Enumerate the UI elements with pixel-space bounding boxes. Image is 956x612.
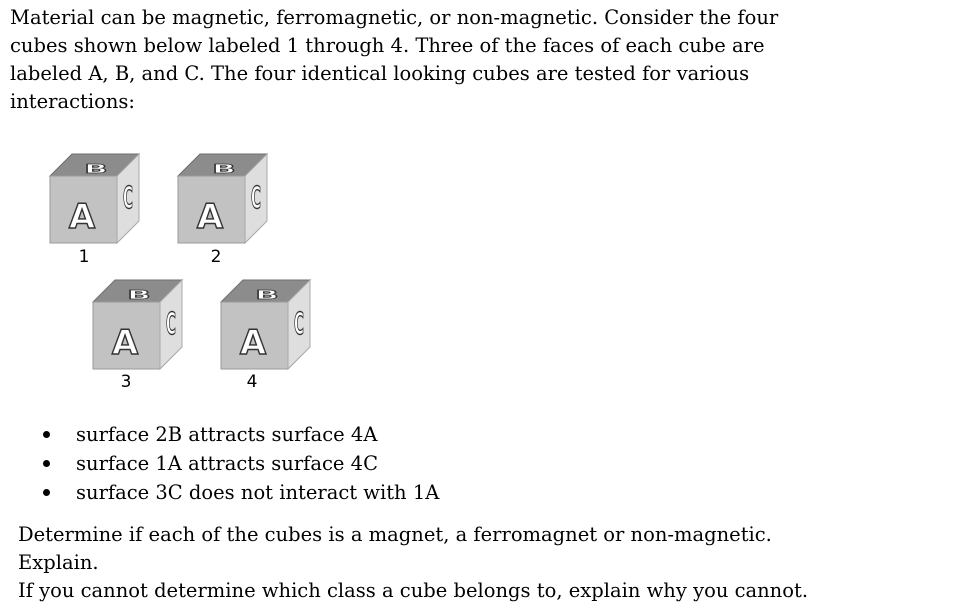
cube-2 <box>178 154 267 267</box>
cube-front-letter: A <box>68 197 96 237</box>
question-line: If you cannot determine which class a cube belongs to, explain why you cannot. <box>18 579 809 602</box>
observation-text: surface 1A attracts surface 4C <box>76 452 379 475</box>
intro-line: cubes shown below labeled 1 through 4. Three of the faces of each cube are <box>10 34 765 57</box>
cube-side-letter: C <box>294 306 304 342</box>
list-item <box>40 478 439 507</box>
intro-paragraph <box>10 4 910 116</box>
question-line: Determine if each of the cubes is a magnet, a ferromagnet or non-magnetic. <box>18 523 772 546</box>
cube-number: 1 <box>78 247 90 267</box>
cube-front-letter: A <box>111 323 139 363</box>
cube-top-letter: B <box>255 287 279 303</box>
question-line: Explain. <box>18 551 99 574</box>
cube-top-letter: B <box>84 161 108 177</box>
bullet-icon <box>43 460 50 467</box>
intro-line: labeled A, B, and C. The four identical looking cubes are tested for various <box>10 62 750 85</box>
cube-front-letter: A <box>196 197 224 237</box>
list-item <box>40 420 439 449</box>
observation-text: surface 2B attracts surface 4A <box>76 423 378 446</box>
cube-side-letter: C <box>166 306 176 342</box>
cube-1 <box>50 154 139 267</box>
cube-number: 3 <box>120 372 132 392</box>
intro-line: interactions: <box>10 90 135 113</box>
cube-side-letter: C <box>251 180 261 216</box>
observations-list <box>40 420 439 507</box>
list-item <box>40 449 439 478</box>
cube-side-letter: C <box>123 180 133 216</box>
cube-4 <box>221 280 310 392</box>
intro-line: Material can be magnetic, ferromagnetic, or non-magnetic. Consider the four <box>10 6 779 29</box>
cubes-figure <box>40 148 340 398</box>
bullet-icon <box>43 489 50 496</box>
cube-top-letter: B <box>127 287 151 303</box>
cube-number: 4 <box>246 372 258 392</box>
cube-number: 2 <box>210 247 222 267</box>
observation-text: surface 3C does not interact with 1A <box>76 481 440 504</box>
cube-front-letter: A <box>239 323 267 363</box>
question-paragraph <box>18 521 948 605</box>
cube-3 <box>93 280 182 392</box>
bullet-icon <box>43 431 50 438</box>
cube-top-letter: B <box>212 161 236 177</box>
